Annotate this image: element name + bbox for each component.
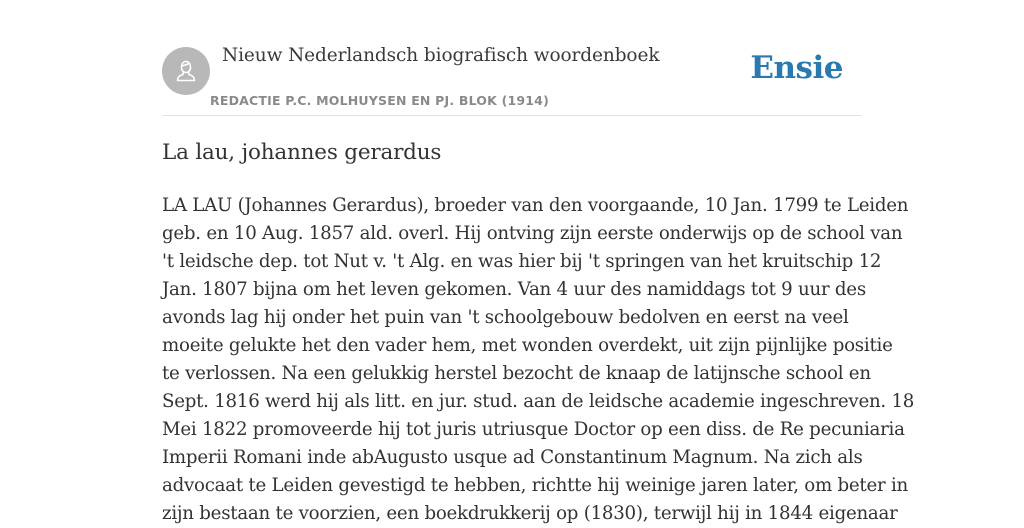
article-line: te verlossen. Na een gelukkig herstel bezocht de knaap de latijnsche school en (162, 363, 871, 384)
source-editors: REDACTIE P.C. MOLHUYSEN EN PJ. BLOK (1914) (210, 93, 549, 108)
article-line: avonds lag hij onder het puin van 't schoolgebouw bedolven en eerst na veel (162, 307, 849, 328)
source-title[interactable]: Nieuw Nederlandsch biografisch woordenboek (222, 45, 660, 66)
article-title: La lau, johannes gerardus (162, 140, 442, 165)
article-line: moeite gelukte het den vader hem, met wonden overdekt, uit zijn pijnlijke positie (162, 335, 893, 356)
article-line: zijn bestaan te voorzien, een boekdrukkerij op (1830), terwijl hij in 1844 eigenaar (162, 503, 898, 524)
page (162, 0, 915, 524)
article-line: Sept. 1816 werd hij als litt. en jur. stud. aan de leidsche academie ingeschreven. 18 (162, 391, 915, 412)
article-line: Imperii Romani inde abAugusto usque ad Constantinum Magnum. Na zich als (162, 447, 863, 468)
article-line: advocaat te Leiden gevestigd te hebben, richtte hij weinige jaren later, om beter in (162, 475, 908, 496)
brand-logo[interactable]: Ensie (750, 50, 843, 86)
user-silhouette-icon (172, 57, 200, 85)
avatar[interactable] (162, 47, 210, 95)
article-line: geb. en 10 Aug. 1857 ald. overl. Hij ontving zijn eerste onderwijs op de school van (162, 223, 903, 244)
article-line: Jan. 1807 bijna om het leven gekomen. Van 4 uur des namiddags tot 9 uur des (162, 279, 866, 300)
source-header (162, 0, 862, 116)
article-line: Mei 1822 promoveerde hij tot juris utriusque Doctor op een diss. de Re pecuniaria (162, 419, 905, 440)
article-body (162, 192, 915, 528)
article-line: LA LAU (Johannes Gerardus), broeder van den voorgaande, 10 Jan. 1799 te Leiden (162, 195, 909, 216)
article-line: 't leidsche dep. tot Nut v. 't Alg. en was hier bij 't springen van het kruitschip 12 (162, 251, 882, 272)
